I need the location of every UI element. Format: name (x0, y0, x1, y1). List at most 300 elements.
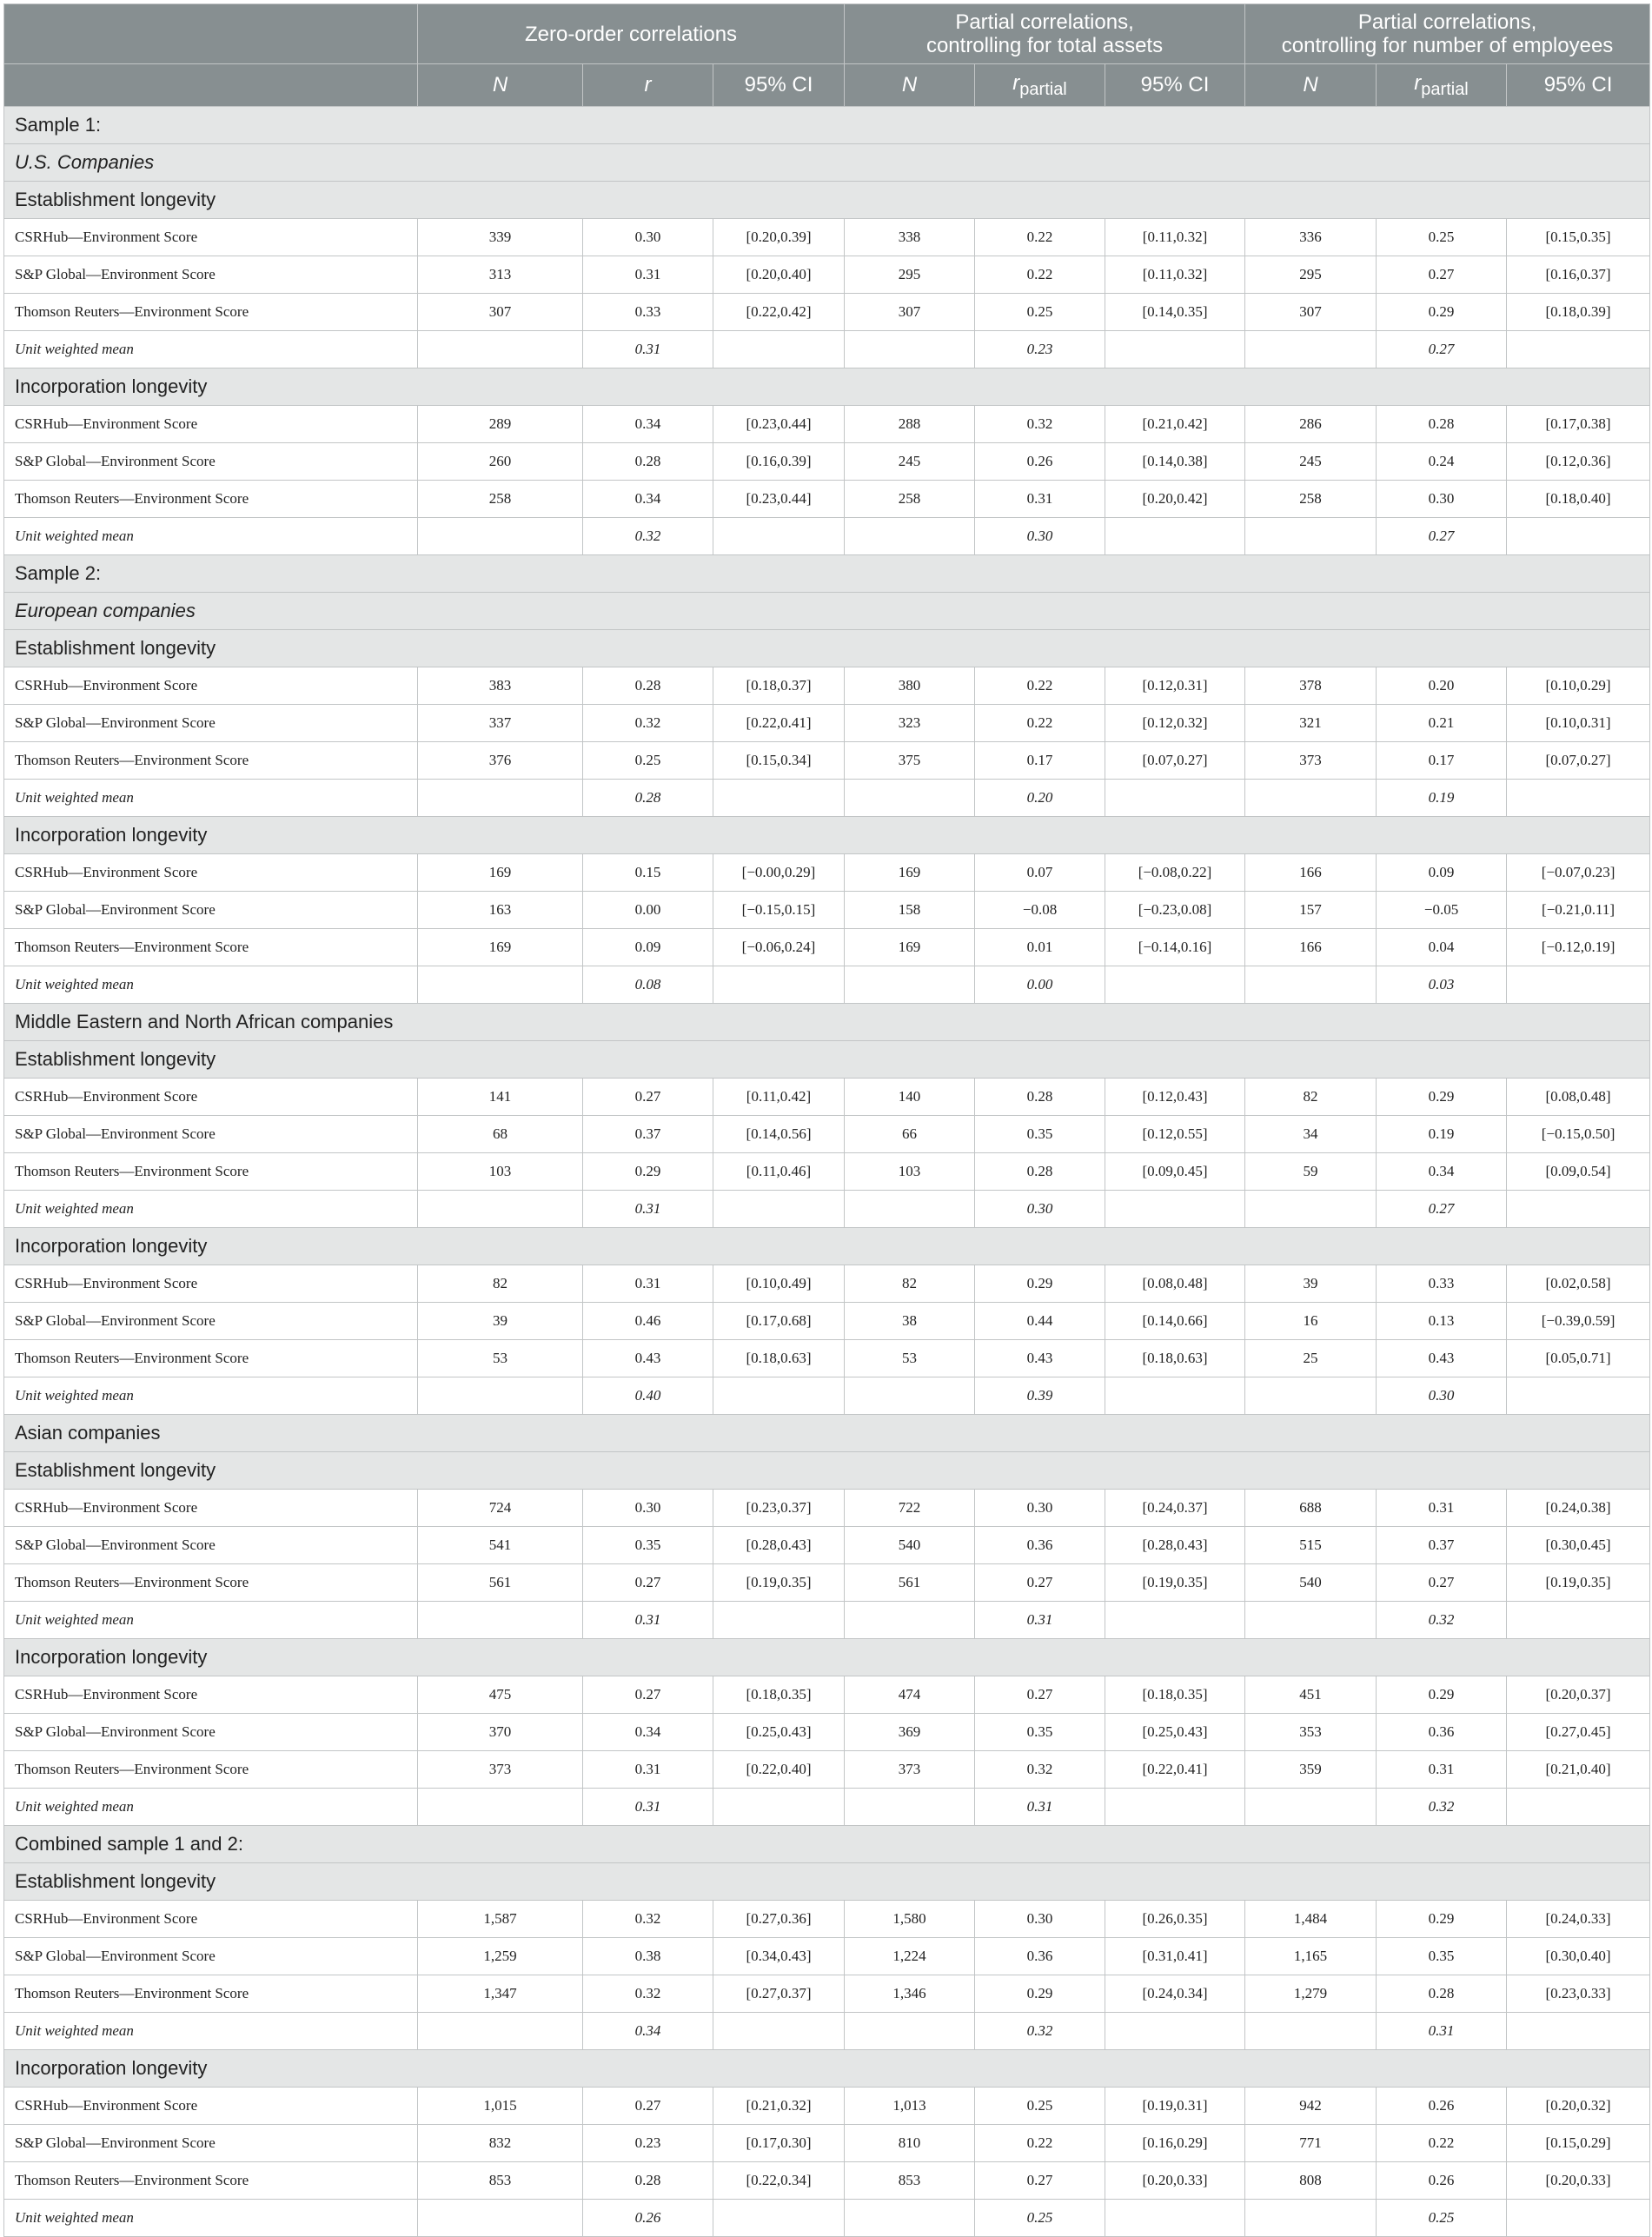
column-header (1377, 64, 1507, 107)
table-cell: 39 (1245, 1265, 1377, 1303)
table-cell: 0.33 (1377, 1265, 1507, 1303)
section-row (4, 1228, 1650, 1265)
column-header-label: r (1012, 70, 1020, 95)
table-cell: [0.30,0.45] (1507, 1527, 1650, 1564)
table-cell: 0.27 (583, 2088, 713, 2125)
table-cell: 0.29 (975, 1265, 1105, 1303)
column-header-label: 95% CI (1543, 73, 1613, 96)
table-cell: 0.09 (583, 929, 713, 966)
table-cell: 0.25 (1377, 219, 1507, 256)
table-cell: 353 (1245, 1714, 1377, 1751)
table-cell (1105, 2013, 1245, 2050)
table-cell: 0.22 (975, 667, 1105, 705)
table-cell: 141 (418, 1079, 583, 1116)
table-cell: 0.32 (583, 518, 713, 555)
table-cell: 475 (418, 1676, 583, 1714)
section-label: Incorporation longevity (4, 368, 1650, 406)
table-cell: [−0.15,0.15] (713, 892, 845, 929)
table-cell: [0.05,0.71] (1507, 1340, 1650, 1377)
mean-row (4, 2200, 1650, 2237)
table-cell: 0.32 (583, 705, 713, 742)
table-cell: 53 (418, 1340, 583, 1377)
table-cell: 16 (1245, 1303, 1377, 1340)
table-cell: 369 (845, 1714, 975, 1751)
table-cell: 853 (418, 2162, 583, 2200)
section-row (4, 630, 1650, 667)
table-cell: 82 (418, 1265, 583, 1303)
table-cell (713, 331, 845, 368)
table-row (4, 742, 1650, 780)
table-cell: [−0.21,0.11] (1507, 892, 1650, 929)
table-cell: 0.31 (1377, 1751, 1507, 1789)
table-cell: 336 (1245, 219, 1377, 256)
section-row (4, 1452, 1650, 1490)
table-cell: 169 (845, 929, 975, 966)
table-cell: 1,346 (845, 1975, 975, 2013)
table-cell: 0.01 (975, 929, 1105, 966)
table-cell: 0.27 (975, 1676, 1105, 1714)
table-cell: 169 (418, 929, 583, 966)
table-cell: 1,015 (418, 2088, 583, 2125)
table-cell (845, 966, 975, 1004)
section-label: U.S. Companies (4, 144, 1650, 182)
table-cell: 0.31 (975, 1789, 1105, 1826)
table-cell: [0.34,0.43] (713, 1938, 845, 1975)
table-body (4, 107, 1650, 2237)
table-cell (845, 780, 975, 817)
table-cell (1507, 331, 1650, 368)
table-cell: [0.17,0.30] (713, 2125, 845, 2162)
table-cell: 1,224 (845, 1938, 975, 1975)
table-cell: [0.24,0.38] (1507, 1490, 1650, 1527)
table-cell: 313 (418, 256, 583, 294)
table-cell: 0.28 (583, 443, 713, 481)
table-row (4, 1714, 1650, 1751)
table-cell: 0.28 (583, 2162, 713, 2200)
table-cell: 0.22 (975, 2125, 1105, 2162)
table-cell: [0.09,0.54] (1507, 1153, 1650, 1191)
table-cell: 0.22 (1377, 2125, 1507, 2162)
row-label: Thomson Reuters—Environment Score (4, 1975, 418, 2013)
table-cell: 0.31 (975, 1602, 1105, 1639)
table-cell: 0.07 (975, 854, 1105, 892)
table-cell: [−0.06,0.24] (713, 929, 845, 966)
table-cell (418, 1602, 583, 1639)
section-row (4, 182, 1650, 219)
table-cell (713, 1377, 845, 1415)
table-cell: [0.12,0.31] (1105, 667, 1245, 705)
table-cell: 451 (1245, 1676, 1377, 1714)
table-cell (1105, 1789, 1245, 1826)
table-cell: 1,279 (1245, 1975, 1377, 2013)
table-cell: 289 (418, 406, 583, 443)
section-row (4, 555, 1650, 593)
mean-row (4, 1377, 1650, 1415)
table-cell: 0.36 (975, 1938, 1105, 1975)
table-cell: −0.08 (975, 892, 1105, 929)
table-cell: 321 (1245, 705, 1377, 742)
table-cell: [0.12,0.55] (1105, 1116, 1245, 1153)
table-cell: 853 (845, 2162, 975, 2200)
table-cell: 0.31 (1377, 1490, 1507, 1527)
table-cell (713, 1789, 845, 1826)
table-cell: [0.16,0.29] (1105, 2125, 1245, 2162)
table-cell: 0.34 (1377, 1153, 1507, 1191)
row-label: S&P Global—Environment Score (4, 705, 418, 742)
mean-row (4, 1602, 1650, 1639)
row-label: Unit weighted mean (4, 1602, 418, 1639)
mean-row (4, 518, 1650, 555)
table-cell: 1,587 (418, 1901, 583, 1938)
table-row (4, 219, 1650, 256)
table-cell: 0.34 (583, 1714, 713, 1751)
table-cell: 0.29 (1377, 1676, 1507, 1714)
row-label: S&P Global—Environment Score (4, 1714, 418, 1751)
table-cell: 688 (1245, 1490, 1377, 1527)
table-cell: 38 (845, 1303, 975, 1340)
table-cell: [0.08,0.48] (1105, 1265, 1245, 1303)
table-cell: 0.43 (1377, 1340, 1507, 1377)
table-cell: 0.35 (583, 1527, 713, 1564)
table-cell: 808 (1245, 2162, 1377, 2200)
mean-row (4, 966, 1650, 1004)
column-header (1105, 64, 1245, 107)
table-cell: 832 (418, 2125, 583, 2162)
table-cell (713, 2013, 845, 2050)
table-cell: 0.28 (975, 1079, 1105, 1116)
table-cell (845, 2200, 975, 2237)
table-cell (1507, 780, 1650, 817)
table-cell: 0.35 (975, 1116, 1105, 1153)
table-cell: 0.36 (975, 1527, 1105, 1564)
table-cell (845, 331, 975, 368)
row-label: Thomson Reuters—Environment Score (4, 1340, 418, 1377)
table-cell: 378 (1245, 667, 1377, 705)
table-cell: 163 (418, 892, 583, 929)
table-cell: 561 (418, 1564, 583, 1602)
table-cell: 0.31 (583, 1789, 713, 1826)
row-label: Unit weighted mean (4, 2013, 418, 2050)
table-cell: [0.22,0.40] (713, 1751, 845, 1789)
table-cell: [0.20,0.40] (713, 256, 845, 294)
table-cell: 810 (845, 2125, 975, 2162)
table-cell: [0.28,0.43] (1105, 1527, 1245, 1564)
row-label: CSRHub—Environment Score (4, 1901, 418, 1938)
table-cell: [0.23,0.33] (1507, 1975, 1650, 2013)
table-cell: 1,013 (845, 2088, 975, 2125)
table-cell: 375 (845, 742, 975, 780)
table-cell: [0.15,0.35] (1507, 219, 1650, 256)
section-label: Middle Eastern and North African companies (4, 1004, 1650, 1041)
table-cell (1507, 518, 1650, 555)
table-cell: 0.27 (1377, 256, 1507, 294)
table-cell: 339 (418, 219, 583, 256)
table-cell (1507, 1789, 1650, 1826)
column-header-subscript: partial (1421, 79, 1469, 99)
table-cell: [0.20,0.33] (1507, 2162, 1650, 2200)
table-cell: 0.25 (583, 742, 713, 780)
table-cell: 0.31 (1377, 2013, 1507, 2050)
table-cell: 260 (418, 443, 583, 481)
table-row (4, 1975, 1650, 2013)
table-cell: 722 (845, 1490, 975, 1527)
row-label: Thomson Reuters—Environment Score (4, 481, 418, 518)
table-cell: 0.25 (975, 294, 1105, 331)
table-cell: 82 (1245, 1079, 1377, 1116)
table-cell: [0.18,0.63] (713, 1340, 845, 1377)
table-cell: 942 (1245, 2088, 1377, 2125)
table-cell: 0.15 (583, 854, 713, 892)
table-cell: [0.23,0.44] (713, 481, 845, 518)
table-row (4, 2088, 1650, 2125)
table-cell: [0.18,0.40] (1507, 481, 1650, 518)
table-cell: 0.27 (1377, 1191, 1507, 1228)
table-cell: 0.39 (975, 1377, 1105, 1415)
table-row (4, 1153, 1650, 1191)
table-row (4, 1116, 1650, 1153)
table-cell: [−0.08,0.22] (1105, 854, 1245, 892)
table-cell: 0.30 (975, 518, 1105, 555)
column-header-label: 95% CI (1140, 73, 1210, 96)
table-cell: [0.24,0.37] (1105, 1490, 1245, 1527)
table-row (4, 1303, 1650, 1340)
table-cell: [0.10,0.29] (1507, 667, 1650, 705)
table-cell: [0.16,0.39] (713, 443, 845, 481)
table-row (4, 1564, 1650, 1602)
column-header-label: N (1303, 73, 1318, 96)
table-cell: 169 (845, 854, 975, 892)
table-cell: [0.12,0.32] (1105, 705, 1245, 742)
table-cell: 295 (1245, 256, 1377, 294)
table-cell: 0.27 (1377, 331, 1507, 368)
table-cell: 166 (1245, 854, 1377, 892)
table-cell: [0.23,0.37] (713, 1490, 845, 1527)
section-label: Combined sample 1 and 2: (4, 1826, 1650, 1863)
table-cell: [0.24,0.33] (1507, 1901, 1650, 1938)
table-cell: [0.14,0.38] (1105, 443, 1245, 481)
table-row (4, 1265, 1650, 1303)
table-cell (1105, 518, 1245, 555)
table-cell (1245, 2013, 1377, 2050)
table-cell: 0.26 (583, 2200, 713, 2237)
table-cell: 0.30 (975, 1191, 1105, 1228)
table-cell: [−0.39,0.59] (1507, 1303, 1650, 1340)
table-cell: [0.15,0.34] (713, 742, 845, 780)
table-cell (418, 2200, 583, 2237)
table-cell: [0.30,0.40] (1507, 1938, 1650, 1975)
table-cell: 1,165 (1245, 1938, 1377, 1975)
table-cell: 0.34 (583, 2013, 713, 2050)
column-header-row (4, 64, 1650, 107)
correlation-table-container (3, 3, 1649, 2237)
table-cell (713, 966, 845, 1004)
table-cell: 0.17 (1377, 742, 1507, 780)
table-cell: 245 (845, 443, 975, 481)
section-row (4, 1639, 1650, 1676)
table-cell: [0.22,0.42] (713, 294, 845, 331)
table-cell: [0.19,0.31] (1105, 2088, 1245, 2125)
row-label: S&P Global—Environment Score (4, 1938, 418, 1975)
table-cell (418, 1377, 583, 1415)
table-cell (418, 2013, 583, 2050)
section-row (4, 2050, 1650, 2088)
table-cell: [0.02,0.58] (1507, 1265, 1650, 1303)
section-row (4, 144, 1650, 182)
section-label: European companies (4, 593, 1650, 630)
table-cell: [0.17,0.38] (1507, 406, 1650, 443)
table-cell (713, 1602, 845, 1639)
table-cell: 0.09 (1377, 854, 1507, 892)
table-cell: [0.12,0.43] (1105, 1079, 1245, 1116)
table-cell: 0.27 (975, 1564, 1105, 1602)
table-cell: 1,580 (845, 1901, 975, 1938)
table-cell (845, 2013, 975, 2050)
table-row (4, 929, 1650, 966)
table-cell: 82 (845, 1265, 975, 1303)
table-cell: [0.19,0.35] (1105, 1564, 1245, 1602)
row-label: S&P Global—Environment Score (4, 256, 418, 294)
table-cell: 140 (845, 1079, 975, 1116)
table-cell: 323 (845, 705, 975, 742)
table-cell (845, 1789, 975, 1826)
table-cell: [0.23,0.44] (713, 406, 845, 443)
table-cell: 258 (1245, 481, 1377, 518)
table-cell (1507, 1602, 1650, 1639)
table-cell: [0.21,0.32] (713, 2088, 845, 2125)
table-row (4, 705, 1650, 742)
table-cell: 0.29 (1377, 1079, 1507, 1116)
row-label: Thomson Reuters—Environment Score (4, 1751, 418, 1789)
table-cell (1507, 2013, 1650, 2050)
table-cell: 0.28 (1377, 406, 1507, 443)
table-cell: 0.32 (583, 1901, 713, 1938)
table-cell (1245, 966, 1377, 1004)
section-row (4, 1415, 1650, 1452)
table-cell: 0.35 (1377, 1938, 1507, 1975)
table-cell: 0.03 (1377, 966, 1507, 1004)
table-cell: 0.31 (583, 1751, 713, 1789)
table-cell: 1,347 (418, 1975, 583, 2013)
column-header (418, 64, 583, 107)
table-cell: 0.37 (1377, 1527, 1507, 1564)
table-cell: 0.31 (975, 481, 1105, 518)
table-cell: 474 (845, 1676, 975, 1714)
section-label: Establishment longevity (4, 1041, 1650, 1079)
table-row (4, 1340, 1650, 1377)
table-cell: [0.20,0.39] (713, 219, 845, 256)
row-label: Unit weighted mean (4, 1191, 418, 1228)
table-cell: 0.26 (1377, 2088, 1507, 2125)
mean-row (4, 1191, 1650, 1228)
section-row (4, 1863, 1650, 1901)
table-cell (1105, 1602, 1245, 1639)
table-cell: 0.43 (583, 1340, 713, 1377)
table-cell: 0.31 (583, 1191, 713, 1228)
table-cell: 370 (418, 1714, 583, 1751)
table-cell: [−0.14,0.16] (1105, 929, 1245, 966)
table-cell: 0.26 (975, 443, 1105, 481)
table-cell (1105, 780, 1245, 817)
table-cell (1245, 1789, 1377, 1826)
table-cell: 0.30 (975, 1490, 1105, 1527)
table-cell (1105, 1377, 1245, 1415)
table-cell: 0.29 (1377, 294, 1507, 331)
table-cell: [0.22,0.34] (713, 2162, 845, 2200)
table-row (4, 294, 1650, 331)
table-cell: 373 (845, 1751, 975, 1789)
table-cell: 0.31 (583, 256, 713, 294)
table-cell: 0.36 (1377, 1714, 1507, 1751)
section-label: Establishment longevity (4, 1452, 1650, 1490)
row-label: Unit weighted mean (4, 331, 418, 368)
table-cell (418, 780, 583, 817)
row-label: Thomson Reuters—Environment Score (4, 929, 418, 966)
table-cell: 0.38 (583, 1938, 713, 1975)
row-label: Unit weighted mean (4, 1789, 418, 1826)
table-cell: [0.27,0.36] (713, 1901, 845, 1938)
table-cell: [0.28,0.43] (713, 1527, 845, 1564)
table-cell: 0.33 (583, 294, 713, 331)
table-cell: 0.27 (583, 1676, 713, 1714)
table-cell: 158 (845, 892, 975, 929)
table-cell: 307 (845, 294, 975, 331)
row-label: Unit weighted mean (4, 2200, 418, 2237)
table-cell: 0.30 (1377, 481, 1507, 518)
table-cell: 166 (1245, 929, 1377, 966)
table-cell: 0.25 (1377, 2200, 1507, 2237)
table-cell: 0.30 (975, 1901, 1105, 1938)
table-cell (1245, 1191, 1377, 1228)
table-cell (1105, 331, 1245, 368)
row-label: CSRHub—Environment Score (4, 219, 418, 256)
table-cell: 724 (418, 1490, 583, 1527)
table-cell: 0.28 (583, 667, 713, 705)
section-label: Establishment longevity (4, 630, 1650, 667)
table-cell: 0.19 (1377, 1116, 1507, 1153)
table-cell: [0.10,0.49] (713, 1265, 845, 1303)
table-cell: 0.32 (583, 1975, 713, 2013)
row-label: Unit weighted mean (4, 780, 418, 817)
column-header-label: N (901, 73, 918, 96)
row-label: Unit weighted mean (4, 518, 418, 555)
table-cell: 258 (845, 481, 975, 518)
table-cell: 0.22 (975, 219, 1105, 256)
table-cell (418, 518, 583, 555)
table-row (4, 1938, 1650, 1975)
table-cell: 0.27 (583, 1079, 713, 1116)
table-cell: −0.05 (1377, 892, 1507, 929)
table-cell: 53 (845, 1340, 975, 1377)
table-cell: 0.27 (975, 2162, 1105, 2200)
table-cell: 34 (1245, 1116, 1377, 1153)
table-cell: 0.17 (975, 742, 1105, 780)
table-cell: [0.18,0.35] (1105, 1676, 1245, 1714)
table-cell: [0.09,0.45] (1105, 1153, 1245, 1191)
table-cell: [0.15,0.29] (1507, 2125, 1650, 2162)
table-cell: 359 (1245, 1751, 1377, 1789)
table-cell: 0.32 (975, 1751, 1105, 1789)
table-cell: 1,259 (418, 1938, 583, 1975)
row-label: S&P Global—Environment Score (4, 443, 418, 481)
table-cell: 0.34 (583, 406, 713, 443)
table-row (4, 406, 1650, 443)
table-row (4, 2162, 1650, 2200)
table-cell: 307 (1245, 294, 1377, 331)
column-header-label: N (492, 73, 508, 96)
table-cell: [0.07,0.27] (1507, 742, 1650, 780)
table-cell: 337 (418, 705, 583, 742)
section-label: Incorporation longevity (4, 1228, 1650, 1265)
